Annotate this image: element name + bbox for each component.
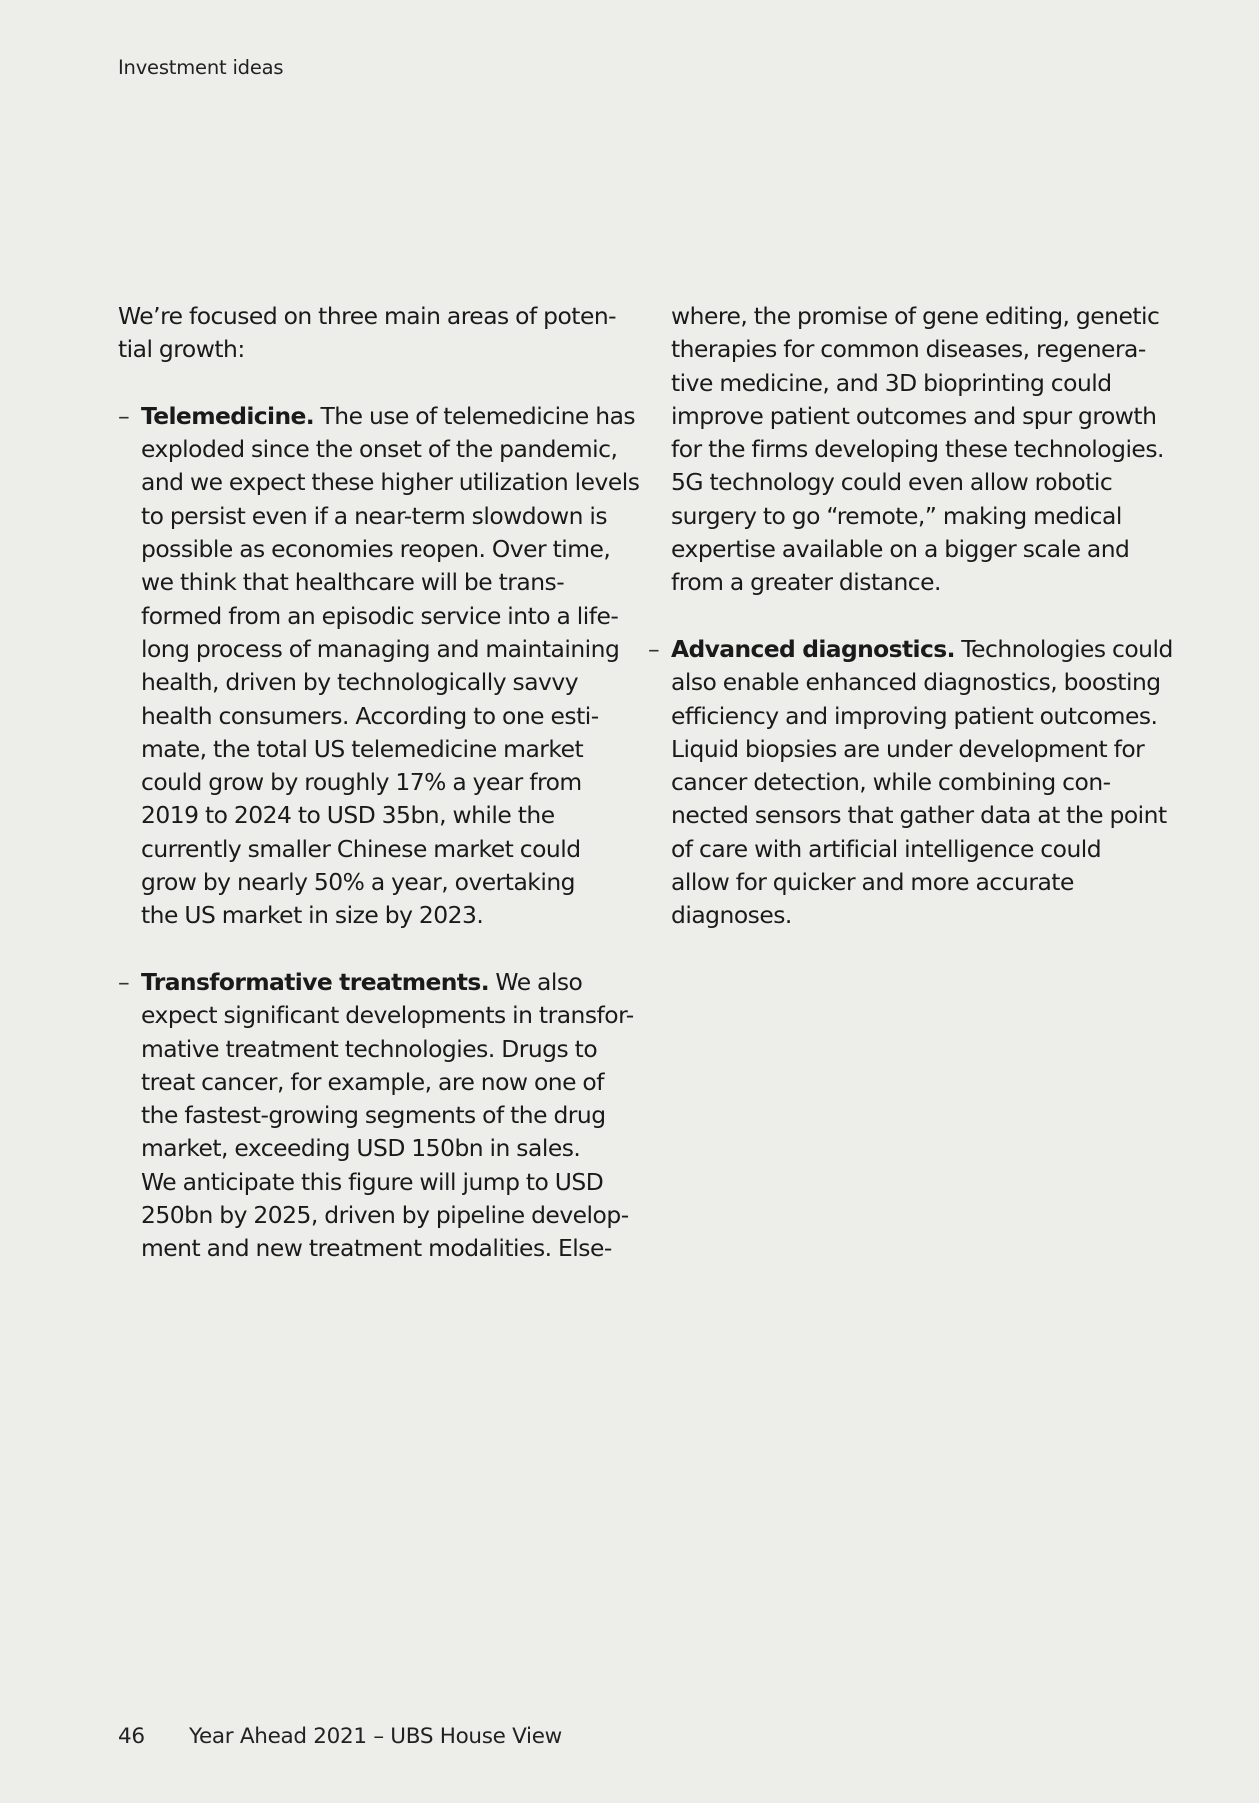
text-line: allow for quicker and more accurate <box>671 868 1074 897</box>
text-line: of care with artificial intelligence could <box>671 834 1102 863</box>
text-line: tive medicine, and 3D bioprinting could <box>671 368 1112 397</box>
text-line: market, exceeding USD 150bn in sales. <box>141 1134 581 1163</box>
text-line: efficiency and improving patient outcomes. <box>671 701 1158 730</box>
text-line: 250bn by 2025, driven by pipeline develop- <box>141 1201 629 1230</box>
publication-title: Year Ahead 2021 – UBS House View <box>189 1724 562 1749</box>
page-footer <box>118 1724 562 1750</box>
text-line: we think that healthcare will be trans- <box>141 568 565 597</box>
text-line: could grow by roughly 17% a year from <box>141 768 582 797</box>
intro-paragraph <box>118 300 630 367</box>
text-line: currently smaller Chinese market could <box>141 834 581 863</box>
text-line: ment and new treatment modalities. Else- <box>141 1234 612 1263</box>
text-line: 5G technology could even allow robotic <box>671 468 1113 497</box>
text-line: The use of telemedicine has <box>314 401 636 430</box>
text-line: health consumers. According to one esti- <box>141 701 599 730</box>
text-line: expertise available on a bigger scale and <box>671 535 1130 564</box>
left-column <box>118 300 640 1266</box>
text-line: also enable enhanced diagnostics, boosting <box>671 668 1161 697</box>
text-line: tial growth: <box>118 335 245 364</box>
section-label: Investment ideas <box>118 56 284 79</box>
page-number: 46 <box>118 1724 145 1749</box>
bullet-transformative-treatments <box>118 966 634 1266</box>
bullet-dash: – <box>648 634 660 663</box>
bullet-dash: – <box>118 401 130 430</box>
text-line: nected sensors that gather data at the point <box>671 801 1167 830</box>
text-line: the US market in size by 2023. <box>141 901 484 930</box>
bullet-title: Advanced diagnostics. <box>671 634 955 663</box>
text-line: Liquid biopsies are under development for <box>671 734 1145 763</box>
text-line: exploded since the onset of the pandemic, <box>141 435 618 464</box>
text-line: treat cancer, for example, are now one of <box>141 1067 604 1096</box>
text-line: mative treatment technologies. Drugs to <box>141 1034 598 1063</box>
text-line: expect significant developments in transfor- <box>141 1001 634 1030</box>
text-line: for the firms developing these technologies. <box>671 435 1164 464</box>
text-line: health, driven by technologically savvy <box>141 668 579 697</box>
text-line: mate, the total US telemedicine market <box>141 734 584 763</box>
text-line: cancer detection, while combining con- <box>671 768 1111 797</box>
bullet-title: Transformative treatments. <box>141 967 489 996</box>
text-line: We’re focused on three main areas of poten- <box>118 302 617 330</box>
text-line: therapies for common diseases, regenera- <box>671 335 1146 364</box>
bullet-title: Telemedicine. <box>141 401 315 430</box>
bullet-telemedicine <box>118 400 640 933</box>
text-line: 2019 to 2024 to USD 35bn, while the <box>141 801 555 830</box>
text-line: We also <box>489 967 583 996</box>
text-line: the fastest-growing segments of the drug <box>141 1101 606 1130</box>
text-line: diagnoses. <box>671 901 792 930</box>
text-line: surgery to go “remote,” making medical <box>671 501 1122 530</box>
text-line: formed from an episodic service into a life- <box>141 601 619 630</box>
text-line: from a greater distance. <box>671 568 941 597</box>
text-line: improve patient outcomes and spur growth <box>671 401 1157 430</box>
text-line: where, the promise of gene editing, genetic <box>671 302 1160 330</box>
text-line: long process of managing and maintaining <box>141 634 620 663</box>
text-line: We anticipate this figure will jump to USD <box>141 1167 604 1196</box>
continuation-paragraph <box>648 300 1164 600</box>
text-line: to persist even if a near-term slowdown is <box>141 501 608 530</box>
bullet-dash: – <box>118 967 130 996</box>
text-line: and we expect these higher utilization levels <box>141 468 640 497</box>
text-line: Technologies could <box>954 634 1173 663</box>
bullet-advanced-diagnostics <box>648 633 1173 933</box>
right-column <box>648 300 1173 933</box>
text-line: possible as economies reopen. Over time, <box>141 535 611 564</box>
text-line: grow by nearly 50% a year, overtaking <box>141 868 576 897</box>
